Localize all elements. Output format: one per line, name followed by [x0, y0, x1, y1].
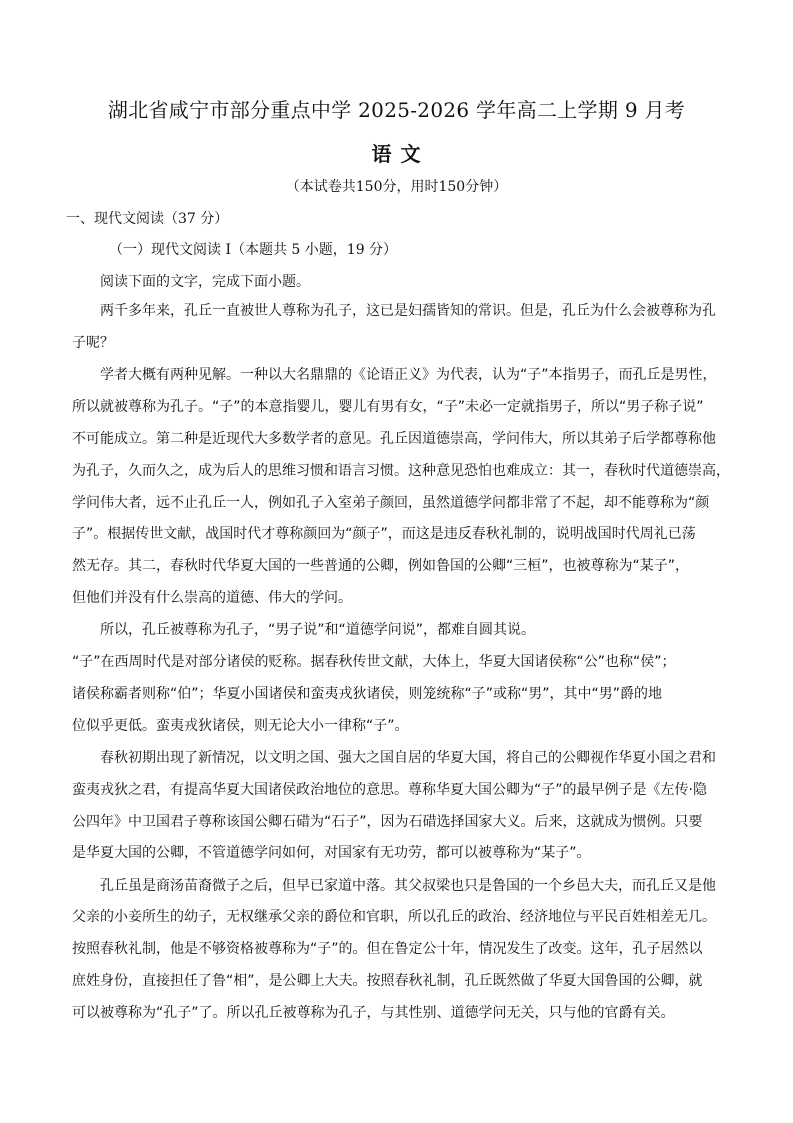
passage-line: 所以就被尊称为孔子。“子”的本意指婴儿，婴儿有男有女，“子”未必一定就指男子，所以“男子称子说” — [72, 399, 704, 415]
passage-line: 不可能成立。第二种是近现代大多数学者的意见。孔丘因道德崇高，学问伟大，所以其弟子后学都尊称他 — [72, 431, 716, 447]
passage-line: 蛮夷戎狄之君，有提高华夏大国诸侯政治地位的意思。尊称华夏大国公卿为“子”的最早例子是《左传·隐 — [72, 782, 707, 798]
passage-line: “子”在西周时代是对部分诸侯的贬称。据春秋传世文献，大体上，华夏大国诸侯称“公”也称“侯”； — [72, 654, 676, 670]
passage-line: 子”。根据传世文献，战国时代才尊称颜回为“颜子”，而这是违反春秋礼制的，说明战国时代周礼已荡 — [72, 526, 696, 542]
passage-line: 为孔子，久而久之，成为后人的思维习惯和语言习惯。这种意见恐怕也难成立：其一，春秋时代道德崇高， — [72, 463, 730, 479]
passage-line: 位似乎更低。蛮夷戎狄诸侯，则无论大小一律称“子”。 — [72, 718, 409, 734]
subsection-heading: （一）现代文阅读 I（本题共 5 小题，19 分） — [109, 242, 398, 258]
passage-line: 是华夏大国的公卿，不管道德学问如何，对国家有无功劳，都可以被尊称为“某子”。 — [72, 845, 591, 861]
exam-title: 湖北省咸宁市部分重点中学 2025-2026 学年高二上学期 9 月考 — [107, 98, 686, 122]
passage-line: 可以被尊称为“孔子”了。所以孔丘被尊称为孔子，与其性别、道德学问无关，只与他的官爵有关。 — [72, 1005, 675, 1021]
passage-line: 父亲的小妾所生的幼子，无权继承父亲的爵位和官职，所以孔丘的政治、经济地位与平民百姓相差无几。 — [72, 909, 716, 925]
reading-instruction: 阅读下面的文字，完成下面小题。 — [100, 274, 310, 290]
passage-line: 学者大概有两种见解。一种以大名鼎鼎的《论语正义》为代表，认为“子”本指男子，而孔丘是男性， — [100, 367, 717, 383]
passage-line: 春秋初期出现了新情况，以文明之国、强大之国自居的华夏大国，将自己的公卿视作华夏小国之君和 — [100, 750, 716, 766]
passage-line: 但他们并没有什么崇高的道德、伟大的学问。 — [72, 590, 352, 606]
passage-line: 学问伟大者，远不止孔丘一人，例如孔子入室弟子颜回，虽然道德学问都非常了不起，却不能尊称为“颜 — [72, 495, 710, 511]
passage-line: 按照春秋礼制，他是不够资格被尊称为“子”的。但在鲁定公十年，情况发生了改变。这年，孔子居然以 — [72, 941, 703, 957]
exam-note: （本试卷共150分，用时150分钟） — [285, 179, 508, 195]
passage-line: 然无存。其二，春秋时代华夏大国的一些普通的公卿，例如鲁国的公卿“三桓”，也被尊称为“某子”， — [72, 558, 690, 574]
subject-title: 语 文 — [371, 142, 422, 166]
passage-line: 两千多年来，孔丘一直被世人尊称为孔子，这已是妇孺皆知的常识。但是，孔丘为什么会被尊称为孔 — [100, 303, 716, 319]
passage-line: 孔丘虽是商汤苗裔微子之后，但早已家道中落。其父叔梁也只是鲁国的一个乡邑大夫，而孔丘又是他 — [100, 878, 716, 894]
passage-line: 所以，孔丘被尊称为孔子，“男子说”和“道德学问说”，都难自圆其说。 — [100, 622, 536, 638]
section-heading: 一、现代文阅读（37 分） — [66, 211, 229, 227]
passage-line: 庶姓身份，直接担任了鲁“相”，是公卿上大夫。按照春秋礼制，孔丘既然做了华夏大国鲁国的公卿，就 — [72, 973, 703, 989]
passage-line: 公四年》中卫国君子尊称该国公卿石碏为“石子”，因为石碏选择国家大义。后来，这就成为惯例。只要 — [72, 814, 703, 830]
passage-line: 诸侯称霸者则称“伯”；华夏小国诸侯和蛮夷戎狄诸侯，则笼统称“子”或称“男”，其中“男”爵的地 — [72, 686, 663, 702]
passage-line: 子呢？ — [72, 335, 114, 351]
